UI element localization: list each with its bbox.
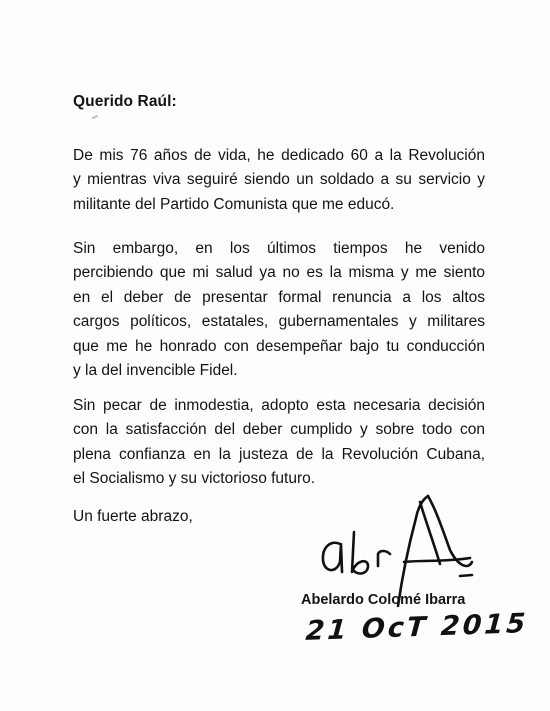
letter-paragraph-3 <box>73 394 485 492</box>
paragraph-line: con la satisfacción del deber cumplido y sobre todo con <box>73 421 485 439</box>
paragraph-line: y mientras viva seguiré siendo un soldado a su servicio y <box>73 171 485 189</box>
handwritten-signature <box>300 488 490 608</box>
handwritten-date <box>304 608 530 662</box>
paragraph-line: en el deber de presentar formal renuncia a los altos <box>73 288 485 306</box>
paragraph-line: el Socialismo y su victorioso futuro. <box>73 470 316 488</box>
paragraph-line: militante del Partido Comunista que me educó. <box>73 195 395 213</box>
paragraph-line: percibiendo que mi salud ya no es la misma y me siento <box>73 264 485 282</box>
letter-closing: Un fuerte abrazo, <box>73 508 193 525</box>
handwritten-date-text: 21 OcT 2015 <box>304 608 530 647</box>
letter-greeting: Querido Raúl: <box>73 93 177 110</box>
stray-ink-mark <box>92 115 98 119</box>
paragraph-line: que me he honrado con desempeñar bajo tu conducción <box>73 337 485 355</box>
letter-paragraph-1 <box>73 144 485 217</box>
signer-name: Abelardo Colomé Ibarra <box>301 592 466 608</box>
paragraph-line: De mis 76 años de vida, he dedicado 60 a la Revolución <box>73 147 485 164</box>
signature-drawing <box>300 488 490 608</box>
paragraph-line: Sin pecar de inmodestia, adopto esta necesaria decisión <box>73 397 485 414</box>
paragraph-line: plena confianza en la justeza de la Revolución Cubana, <box>73 445 485 463</box>
letter-paragraph-2 <box>73 237 485 383</box>
paragraph-line: y la del invencible Fidel. <box>73 362 238 380</box>
paragraph-line: Sin embargo, en los últimos tiempos he venido <box>73 240 485 257</box>
paragraph-line: cargos políticos, estatales, gubernamentales y militares <box>73 313 485 331</box>
